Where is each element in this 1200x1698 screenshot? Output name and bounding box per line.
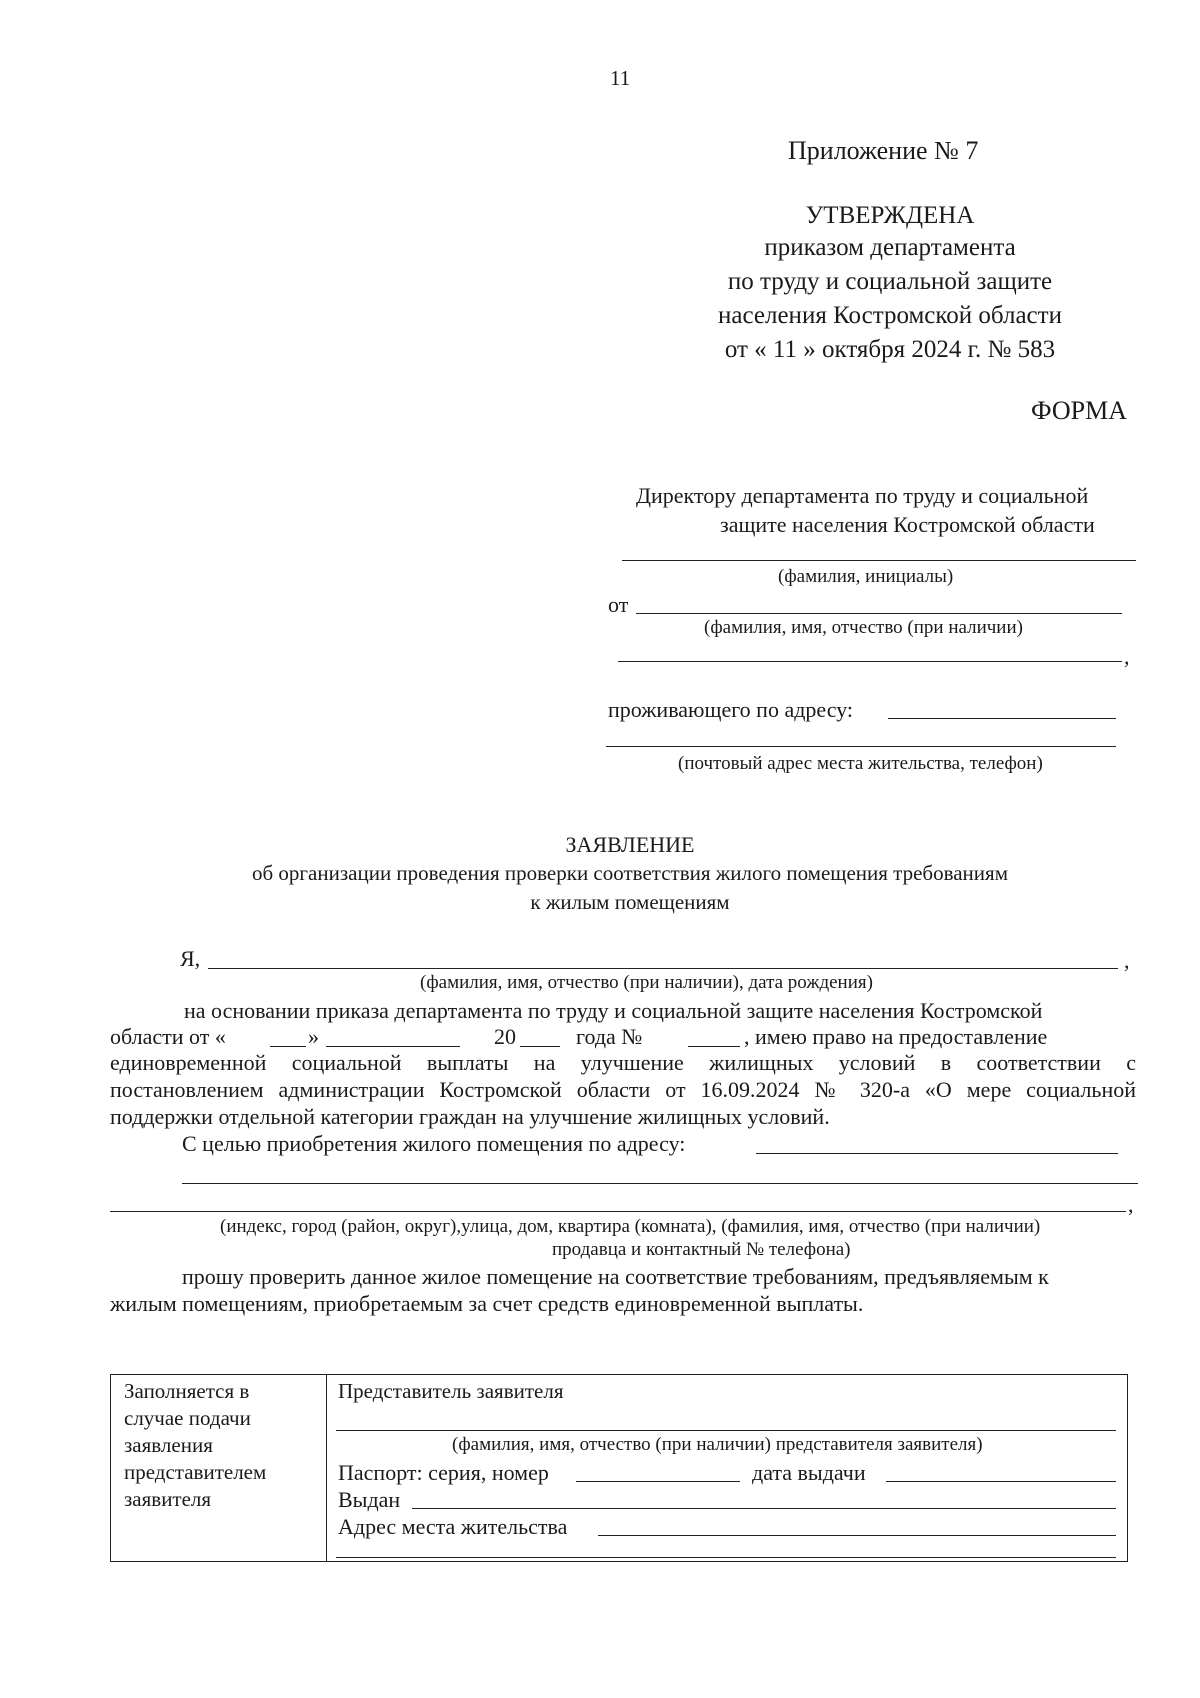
p1-line-5: поддержки отдельной категории граждан на улучшение жилищных условий. <box>110 1104 830 1129</box>
statement-title: ЗАЯВЛЕНИЕ <box>565 832 695 857</box>
object-hint-1: (индекс, город (район, округ),улица, дом, квартира (комната), (фамилия, имя, отчество (при наличии) <box>220 1216 1041 1237</box>
statement-subtitle-2: к жилым помещениям <box>530 890 730 914</box>
issue-date-line <box>886 1481 1116 1482</box>
table-left-line-4: представителем <box>124 1460 267 1484</box>
address-line <box>598 1535 1116 1536</box>
rep-fio-hint: (фамилия, имя, отчество (при наличии) представителя заявителя) <box>452 1434 983 1455</box>
applicant-comma: , <box>1124 948 1130 973</box>
issue-date-label: дата выдачи <box>752 1460 866 1485</box>
p2-label: С целью приобретения жилого помещения по адресу: <box>182 1131 686 1156</box>
p1-line-2-c: 20 <box>494 1024 516 1049</box>
from-fio-hint: (фамилия, имя, отчество (при наличии) <box>704 617 1023 638</box>
from-label: от <box>608 592 629 617</box>
year-line <box>520 1046 560 1047</box>
issued-line <box>412 1508 1116 1509</box>
approved-date: от « 11 » октября 2024 г. № 583 <box>724 336 1056 363</box>
applicant-fio-line <box>208 968 1118 969</box>
object-address-line-3 <box>110 1211 1126 1212</box>
table-left-line-2: случае подачи <box>124 1406 251 1430</box>
addressee-line-1: Директору департамента по труду и социальной <box>636 483 1089 508</box>
table-left-line-3: заявления <box>124 1433 213 1457</box>
p3-line-1: прошу проверить данное жилое помещение на соответствие требованиям, предъявляемым к <box>182 1264 1049 1289</box>
p1-line-2-d: года № <box>576 1024 643 1049</box>
from-fio-line <box>636 613 1122 614</box>
initials-line <box>622 560 1136 561</box>
approved-title: УТВЕРЖДЕНА <box>805 202 975 229</box>
approved-by-line-1: приказом департамента <box>764 234 1016 261</box>
residing-label: проживающего по адресу: <box>608 697 854 722</box>
p3-line-2: жилым помещениям, приобретаемым за счет средств единовременной выплаты. <box>110 1291 864 1316</box>
p1-line-2-e: , имею право на предоставление <box>744 1024 1048 1049</box>
from-fio-comma: , <box>1124 644 1130 669</box>
initials-hint: (фамилия, инициалы) <box>778 566 954 587</box>
approved-by-line-2: по труду и социальной защите <box>727 268 1053 295</box>
passport-label: Паспорт: серия, номер <box>338 1460 549 1485</box>
addressee-line-2: защите населения Костромской области <box>720 512 1095 537</box>
table-left-line-5: заявителя <box>124 1487 212 1511</box>
object-address-line-1 <box>756 1153 1118 1154</box>
residing-line-2 <box>606 746 1116 747</box>
table-divider <box>326 1374 327 1562</box>
passport-number-line <box>576 1481 740 1482</box>
residing-line-1 <box>888 718 1116 719</box>
table-left-line-1: Заполняется в <box>124 1379 250 1403</box>
address-label: Адрес места жительства <box>338 1514 568 1539</box>
object-address-line-2 <box>182 1183 1138 1184</box>
month-line <box>326 1046 460 1047</box>
form-label: ФОРМА <box>1031 396 1127 425</box>
day-line <box>270 1046 306 1047</box>
order-number-line <box>688 1046 740 1047</box>
statement-subtitle-1: об организации проведения проверки соответствия жилого помещения требованиям <box>252 861 1008 885</box>
object-hint-2: продавца и контактный № телефона) <box>552 1239 851 1260</box>
p1-line-1: на основании приказа департамента по труду и социальной защите населения Костромской <box>184 998 1043 1023</box>
page-number: 11 <box>610 66 631 90</box>
appendix-number: Приложение № 7 <box>788 136 979 165</box>
object-address-comma: , <box>1128 1192 1134 1217</box>
i-label: Я, <box>180 946 201 971</box>
residing-hint: (почтовый адрес места жительства, телефон) <box>678 753 1043 774</box>
rep-label: Представитель заявителя <box>338 1379 564 1403</box>
issued-label: Выдан <box>338 1487 401 1512</box>
address-line-2 <box>336 1557 1116 1558</box>
p1-line-4: постановлением администрации Костромской области от 16.09.2024 № 320-а «О мере социальной <box>110 1077 1136 1102</box>
p1-line-2-a: области от « <box>110 1024 226 1049</box>
p1-line-3: единовременной социальной выплаты на улучшение жилищных условий в соответствии с <box>110 1050 1136 1075</box>
from-fio-line-2 <box>618 661 1122 662</box>
p1-line-2-b: » <box>308 1024 319 1049</box>
rep-fio-line <box>336 1430 1116 1431</box>
approved-by-line-3: населения Костромской области <box>718 302 1062 329</box>
applicant-hint: (фамилия, имя, отчество (при наличии), дата рождения) <box>420 972 873 993</box>
